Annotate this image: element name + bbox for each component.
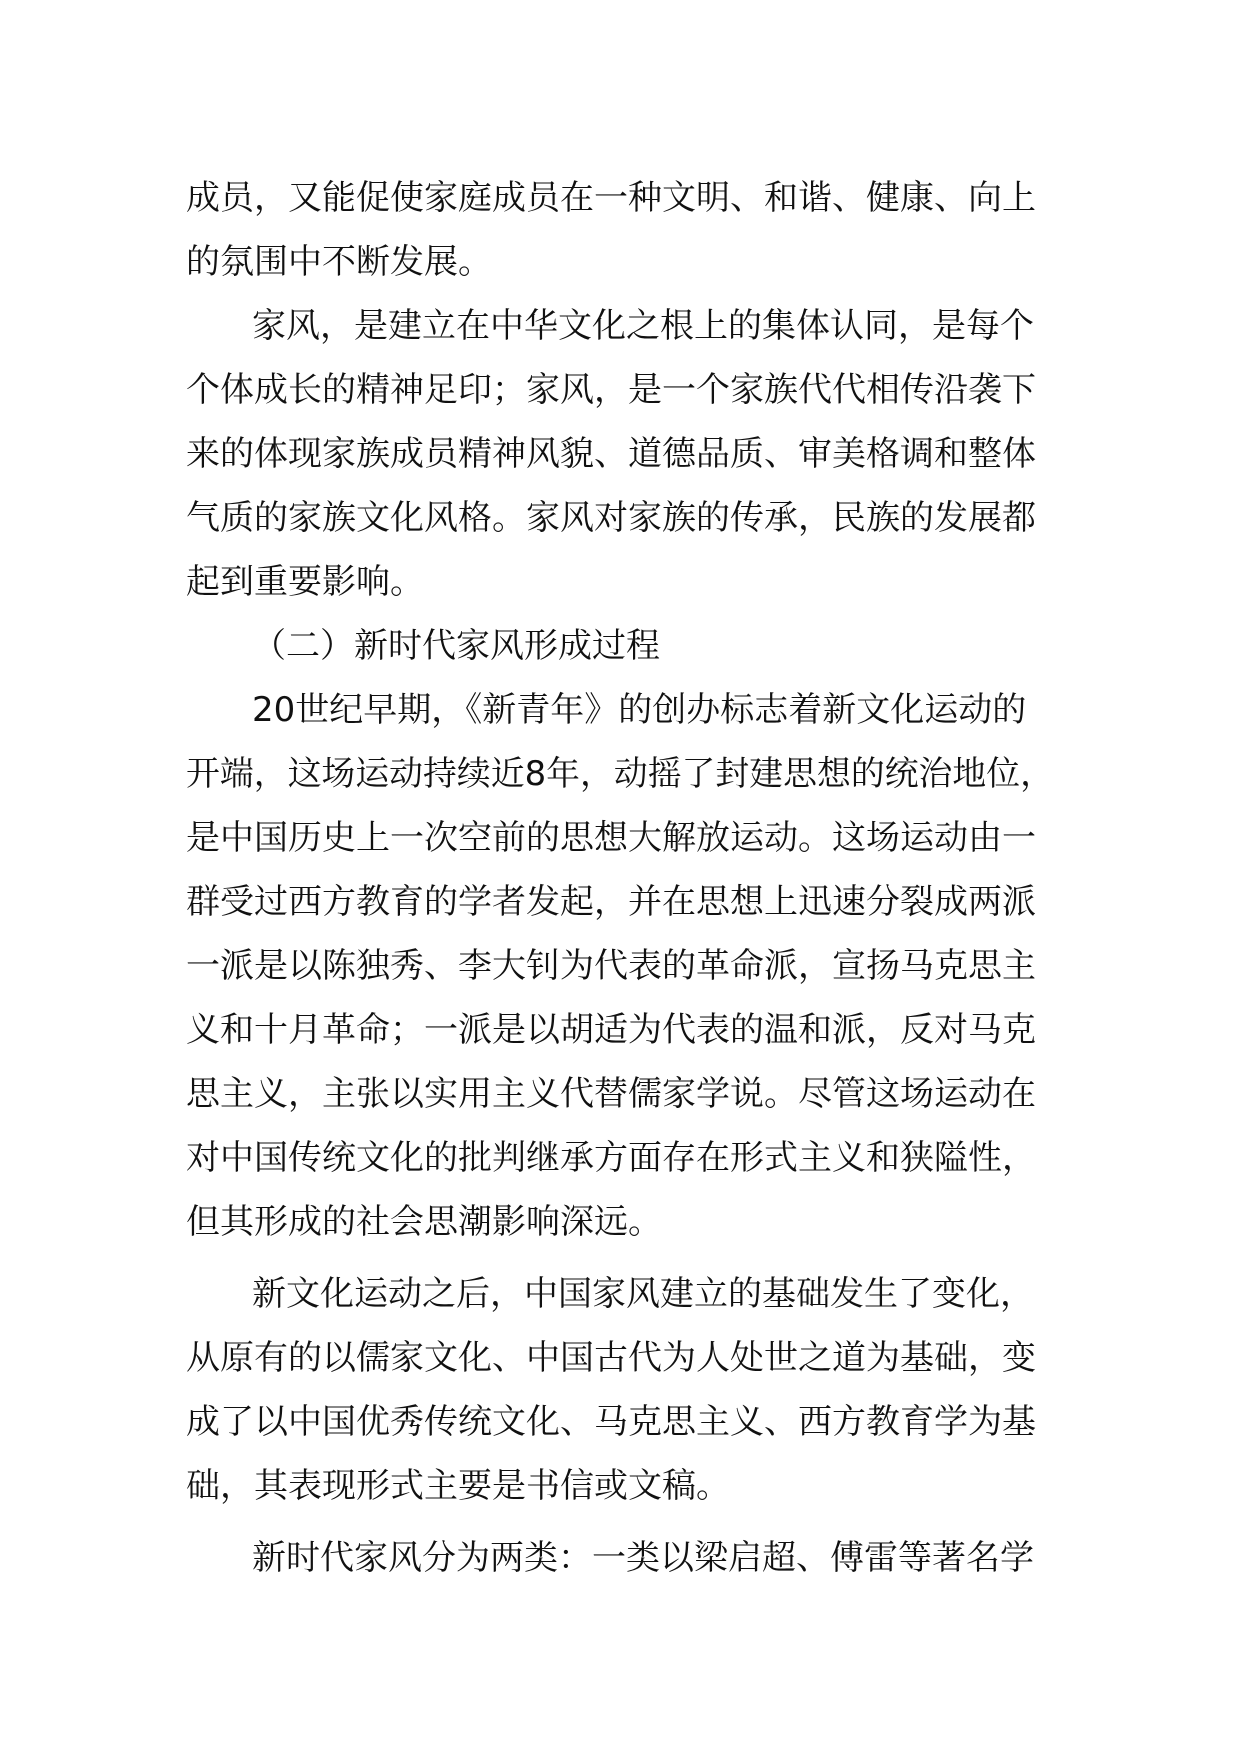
text-line: 个体成长的精神足印；家风，是一个家族代代相传沿袭下: [186, 370, 1036, 410]
text-line: 开端，这场运动持续近8年，动摇了封建思想的统治地位，: [186, 754, 1054, 794]
text-line: 成了以中国优秀传统文化、马克思主义、西方教育学为基: [186, 1402, 1036, 1442]
text-line: 一派是以陈独秀、李大钊为代表的革命派，宣扬马克思主: [186, 946, 1036, 986]
text-line: 来的体现家族成员精神风貌、道德品质、审美格调和整体: [186, 434, 1036, 474]
section-heading: （二）新时代家风形成过程: [252, 626, 660, 666]
paragraph-first-line: 新时代家风分为两类：一类以梁启超、傅雷等著名学: [252, 1538, 1034, 1578]
text-line: 础，其表现形式主要是书信或文稿。: [186, 1466, 730, 1506]
paragraph-first-line: 20世纪早期，《新青年》的创办标志着新文化运动的: [252, 690, 1027, 730]
text-line: 对中国传统文化的批判继承方面存在形式主义和狭隘性，: [186, 1138, 1036, 1178]
text-line: 起到重要影响。: [186, 562, 424, 602]
paragraph-first-line: 家风，是建立在中华文化之根上的集体认同，是每个: [252, 306, 1034, 346]
text-line: 群受过西方教育的学者发起，并在思想上迅速分裂成两派: [186, 882, 1036, 922]
text-line: 思主义，主张以实用主义代替儒家学说。尽管这场运动在: [186, 1074, 1036, 1114]
text-line: 气质的家族文化风格。家风对家族的传承，民族的发展都: [186, 498, 1036, 538]
text-line: 成员，又能促使家庭成员在一种文明、和谐、健康、向上: [186, 178, 1036, 218]
text-line: 但其形成的社会思潮影响深远。: [186, 1202, 662, 1242]
paragraph-first-line: 新文化运动之后，中国家风建立的基础发生了变化，: [252, 1274, 1034, 1314]
text-line: 是中国历史上一次空前的思想大解放运动。这场运动由一: [186, 818, 1036, 858]
text-line: 义和十月革命；一派是以胡适为代表的温和派，反对马克: [186, 1010, 1036, 1050]
text-line: 从原有的以儒家文化、中国古代为人处世之道为基础，变: [186, 1338, 1036, 1378]
text-line: 的氛围中不断发展。: [186, 242, 492, 282]
